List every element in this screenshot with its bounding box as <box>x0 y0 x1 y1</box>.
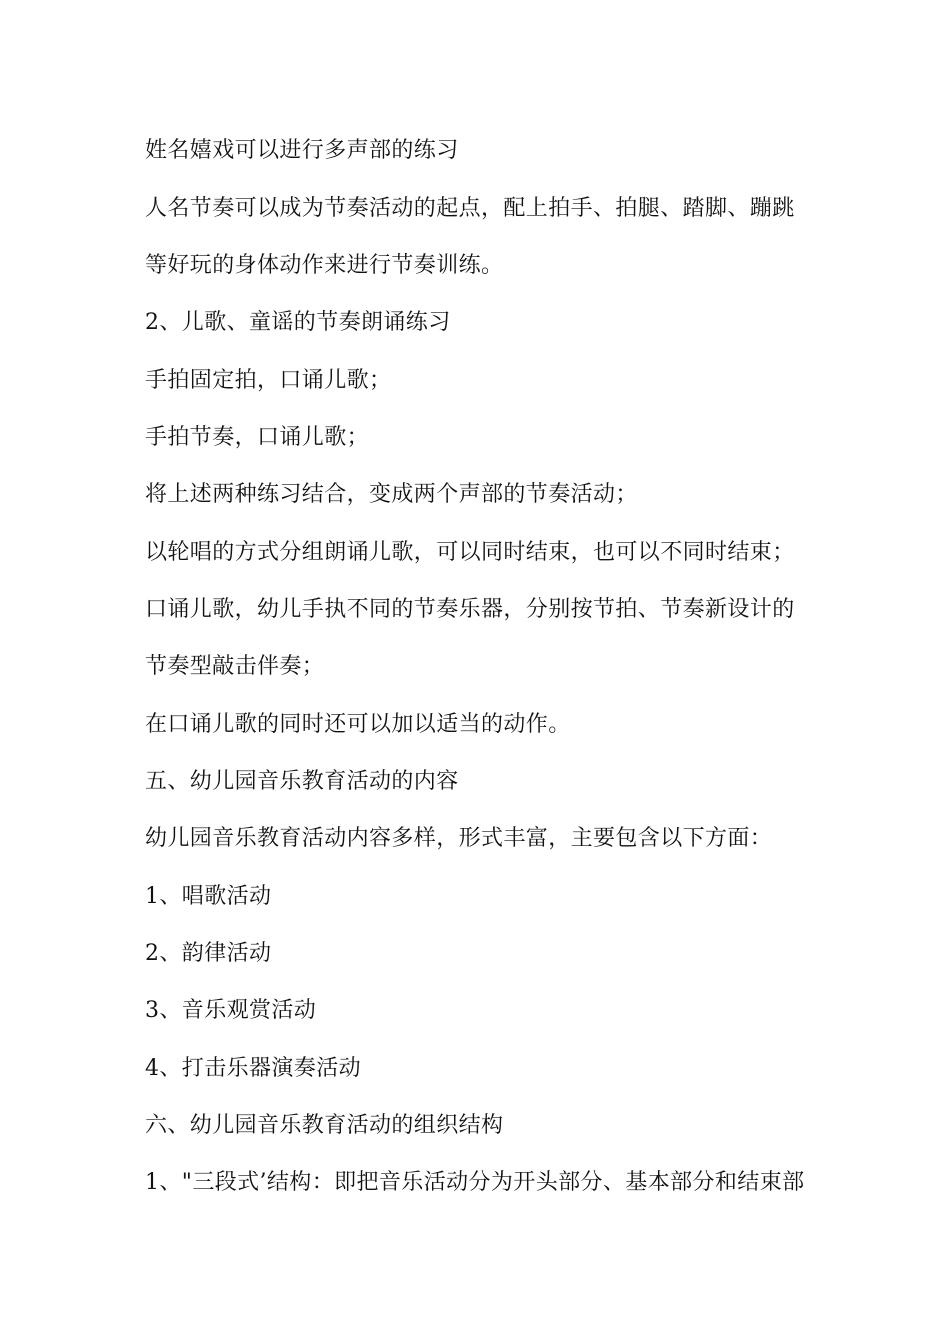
section-heading: 五、幼儿园音乐教育活动的内容 <box>145 769 459 794</box>
list-item: 4、打击乐器演奏活动 <box>145 1056 361 1081</box>
text-line: 人名节奏可以成为节奏活动的起点，配上拍手、拍腿、踏脚、蹦跳 <box>145 196 795 221</box>
list-item: 2、韵律活动 <box>145 941 272 966</box>
section-heading: 六、幼儿园音乐教育活动的组织结构 <box>145 1113 504 1138</box>
text-line: 手拍固定拍，口诵儿歌； <box>145 368 392 393</box>
text-line: 以轮唱的方式分组朗诵儿歌，可以同时结束，也可以不同时结束； <box>145 540 795 565</box>
text-line: 幼儿园音乐教育活动内容多样，形式丰富，主要包含以下方面： <box>145 826 773 851</box>
list-item: 1、唱歌活动 <box>145 884 272 909</box>
text-line: 节奏型敲击伴奏； <box>145 654 325 679</box>
list-item: 3、音乐观赏活动 <box>145 998 317 1023</box>
text-line: 姓名嬉戏可以进行多声部的练习 <box>145 138 459 163</box>
text-line: 1、"三段式’结构：即把音乐活动分为开头部分、基本部分和结束部 <box>145 1170 805 1195</box>
text-line: 手拍节奏，口诵儿歌； <box>145 425 370 450</box>
text-line: 在口诵儿歌的同时还可以加以适当的动作。 <box>145 712 571 737</box>
section-item-heading: 2、儿歌、童谣的节奏朗诵练习 <box>145 310 451 335</box>
text-line: 等好玩的身体动作来进行节奏训练。 <box>145 253 504 278</box>
text-line: 口诵儿歌，幼儿手执不同的节奏乐器，分别按节拍、节奏新设计的 <box>145 597 795 622</box>
text-line: 将上述两种练习结合，变成两个声部的节奏活动； <box>145 482 638 507</box>
